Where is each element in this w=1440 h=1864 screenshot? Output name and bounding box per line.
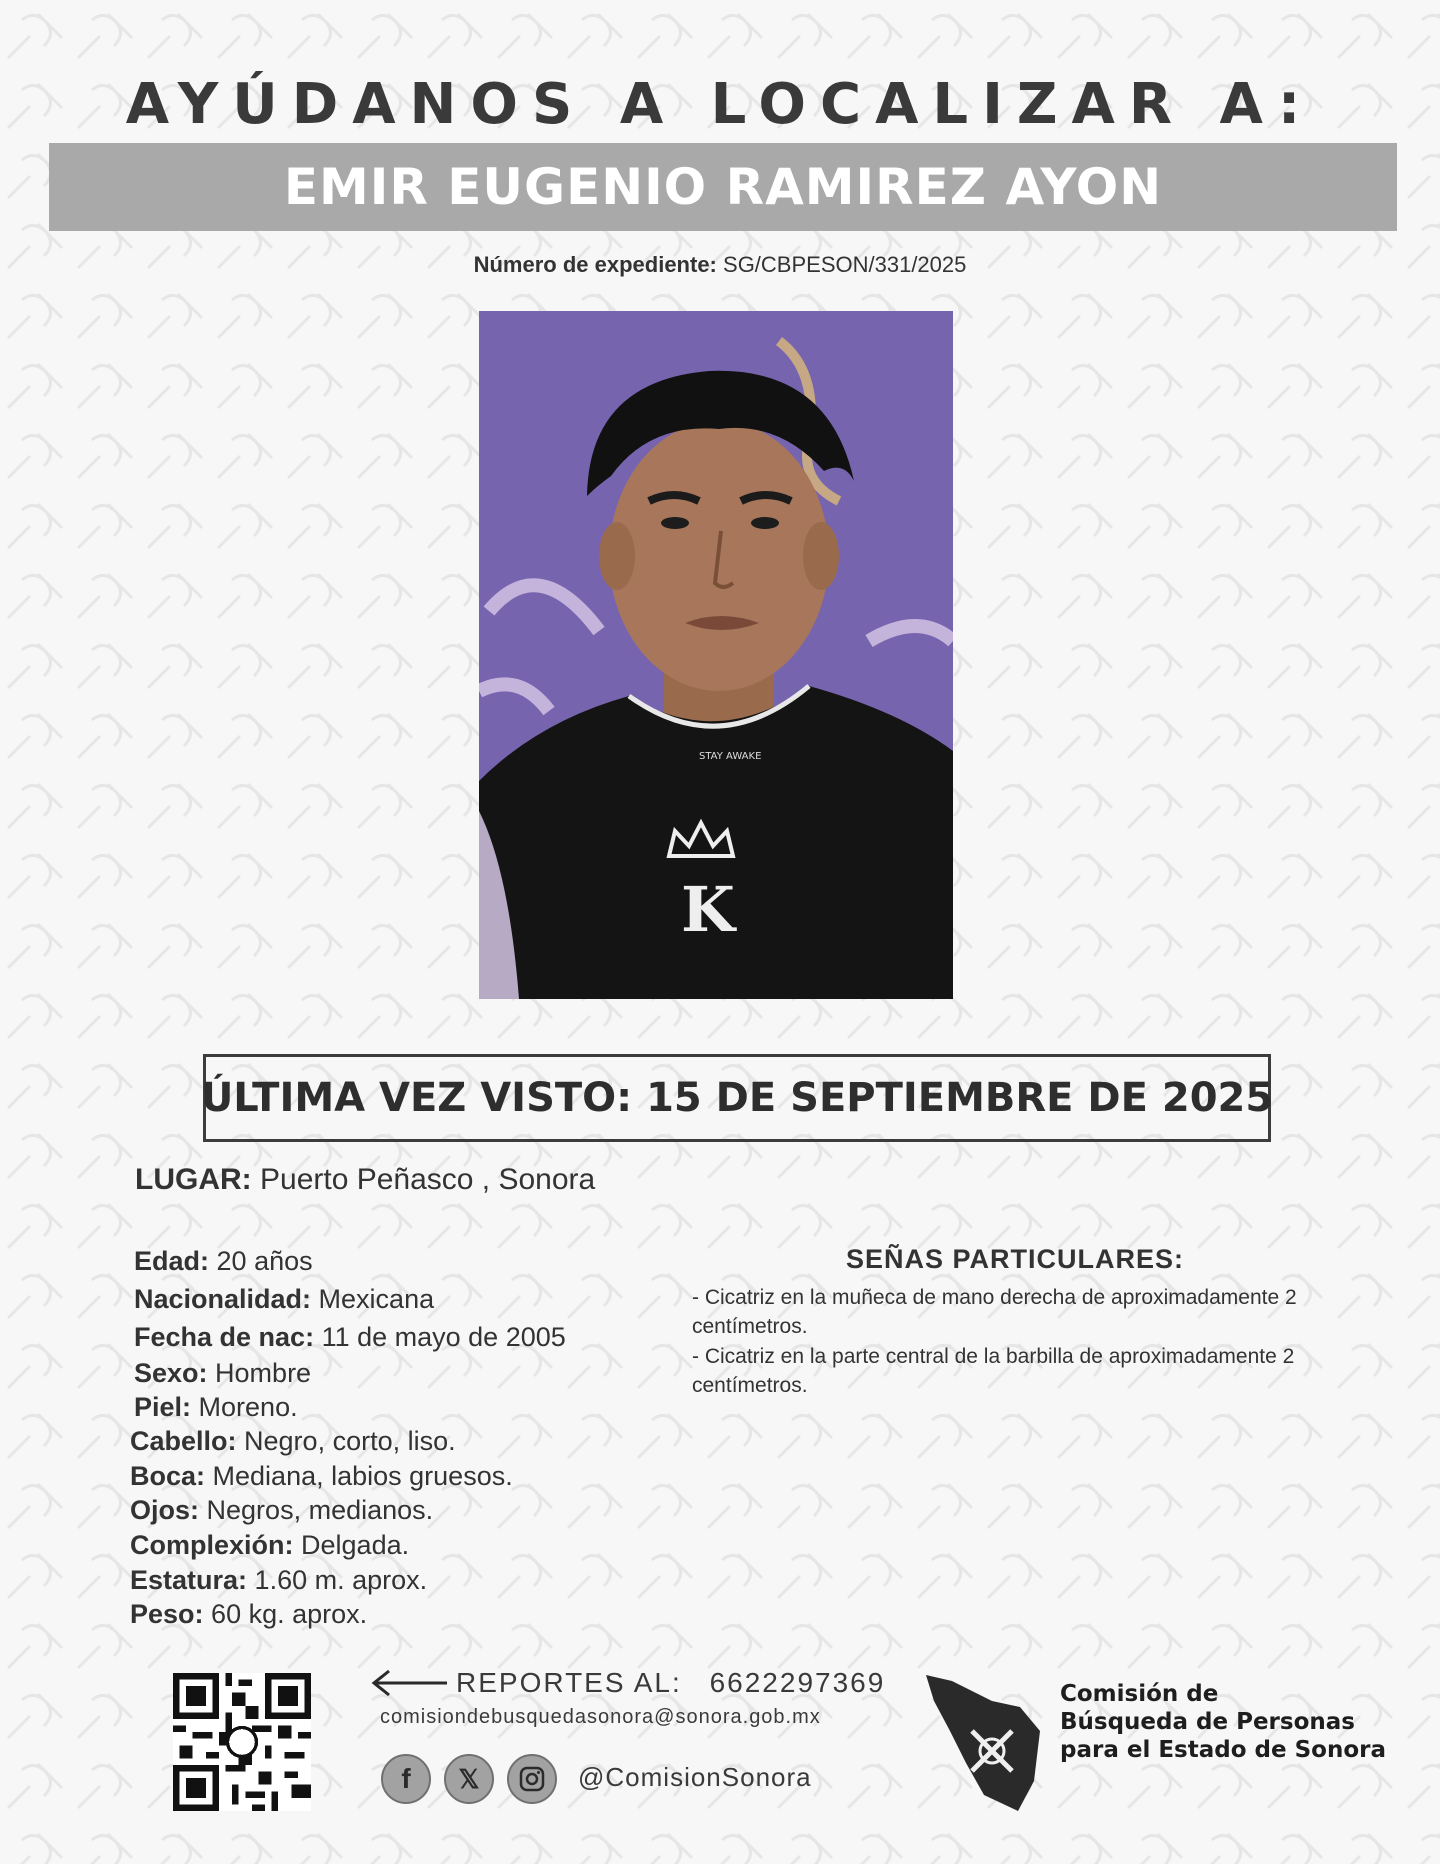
attribute-row (130, 1426, 456, 1457)
attribute-value: Delgada. (301, 1530, 410, 1560)
attribute-label: Peso: (130, 1599, 204, 1629)
facebook-icon[interactable]: f (381, 1754, 431, 1804)
attribute-label: Piel: (134, 1392, 192, 1422)
attribute-row (134, 1246, 313, 1277)
attribute-label: Fecha de nac: (134, 1322, 315, 1352)
attribute-value: Moreno. (198, 1392, 298, 1422)
name-banner (49, 143, 1397, 231)
place-value: Puerto Peñasco , Sonora (260, 1163, 596, 1196)
attribute-label: Complexión: (130, 1530, 294, 1560)
attribute-value: Hombre (215, 1358, 312, 1388)
attribute-value: 20 años (216, 1246, 313, 1276)
email-link[interactable]: comisiondebusquedasonora@sonora.gob.mx (380, 1706, 821, 1728)
attribute-label: Boca: (130, 1461, 206, 1491)
attribute-label: Nacionalidad: (134, 1284, 312, 1314)
last-seen-box: ÚLTIMA VEZ VISTO: 15 DE SEPTIEMBRE DE 2025 (203, 1054, 1271, 1142)
case-number-value: SG/CBPESON/331/2025 (723, 252, 967, 277)
attribute-row (134, 1322, 566, 1353)
phone-number[interactable]: 6622297369 (709, 1667, 886, 1698)
person-photo (479, 311, 953, 999)
report-phone[interactable] (456, 1667, 885, 1699)
attribute-label: Ojos: (130, 1495, 200, 1525)
place-label: LUGAR: (135, 1163, 252, 1196)
instagram-icon[interactable] (507, 1754, 557, 1804)
shirt-logo: K (681, 873, 735, 946)
report-label: REPORTES AL: (456, 1667, 682, 1698)
attribute-row (130, 1599, 367, 1630)
attribute-label: Cabello: (130, 1426, 237, 1456)
attribute-value: 60 kg. aprox. (211, 1599, 368, 1629)
distinguishing-mark: - Cicatriz en la parte central de la barbilla de aproximadamente 2 centímetros. (692, 1345, 1295, 1397)
place (135, 1163, 595, 1197)
distinguishing-mark: - Cicatriz en la muñeca de mano derecha de aproximadamente 2 centímetros. (692, 1286, 1297, 1338)
attribute-row (130, 1495, 433, 1526)
org-name-line: Comisión de (1060, 1681, 1219, 1707)
attribute-row (134, 1358, 311, 1389)
case-number-label: Número de expediente: (473, 252, 717, 277)
distinguishing-marks-title: SEÑAS PARTICULARES: (846, 1244, 1185, 1274)
x-icon[interactable]: 𝕏 (444, 1754, 494, 1804)
attribute-row (134, 1392, 298, 1423)
attribute-value: Mexicana (318, 1284, 435, 1314)
case-number (0, 252, 1440, 278)
arrow-left-icon (369, 1668, 449, 1698)
qr-code[interactable] (173, 1673, 311, 1811)
attribute-label: Sexo: (134, 1358, 208, 1388)
attribute-value: 11 de mayo de 2005 (321, 1322, 566, 1352)
org-name-line: para el Estado de Sonora (1060, 1737, 1387, 1763)
sonora-state-logo (922, 1671, 1044, 1813)
shirt-text: STAY AWAKE (699, 751, 762, 762)
attribute-row (130, 1530, 409, 1561)
org-name-line: Búsqueda de Personas (1060, 1709, 1355, 1735)
person-name: EMIR EUGENIO RAMIREZ AYON (283, 158, 1163, 216)
instagram-glyph (518, 1765, 546, 1793)
attribute-value: Negros, medianos. (206, 1495, 434, 1525)
attribute-label: Estatura: (130, 1565, 248, 1595)
attribute-value: 1.60 m. aprox. (254, 1565, 428, 1595)
headline: AYÚDANOS A LOCALIZAR A: (125, 72, 1315, 137)
attribute-row (130, 1565, 427, 1596)
attribute-row (130, 1461, 513, 1492)
attribute-value: Negro, corto, liso. (244, 1426, 456, 1456)
attribute-label: Edad: (134, 1246, 210, 1276)
social-handle[interactable]: @ComisionSonora (578, 1762, 812, 1792)
attribute-value: Mediana, labios gruesos. (212, 1461, 513, 1491)
attribute-row (134, 1284, 434, 1315)
